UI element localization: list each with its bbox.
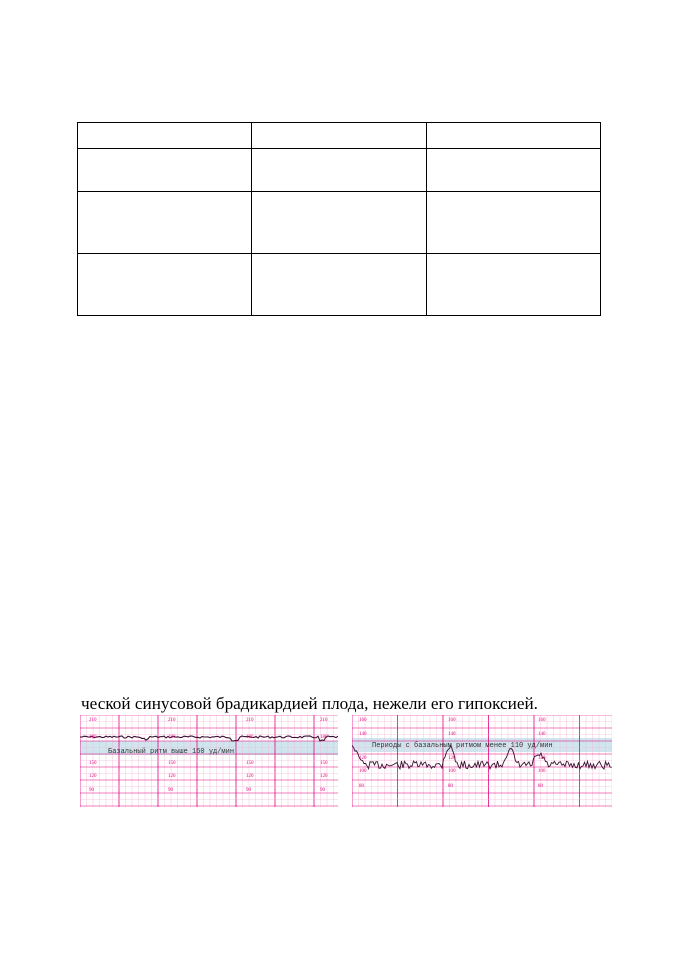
table-row — [78, 254, 601, 316]
scale-label: 210 — [246, 718, 254, 723]
table-cell — [426, 149, 600, 192]
ctg-left-svg — [80, 715, 338, 807]
scale-label: 120 — [168, 774, 176, 779]
scale-label: 100 — [359, 769, 367, 774]
table-row — [78, 123, 601, 149]
scale-label: 180 — [168, 735, 176, 740]
ctg-right-svg — [352, 715, 612, 807]
table-cell — [78, 192, 252, 254]
scale-label: 90 — [168, 788, 173, 793]
scale-label: 210 — [89, 718, 97, 723]
table-cell — [426, 123, 600, 149]
scale-label: 180 — [246, 735, 254, 740]
scale-label: 120 — [359, 756, 367, 761]
scale-label: 100 — [538, 769, 546, 774]
table-cell — [426, 254, 600, 316]
table-cell — [252, 123, 426, 149]
scale-label: 80 — [359, 784, 364, 789]
table-cell — [78, 254, 252, 316]
scale-label: 100 — [448, 769, 456, 774]
scale-label: 90 — [89, 788, 94, 793]
scale-label: 160 — [359, 718, 367, 723]
scale-label: 180 — [320, 735, 328, 740]
scale-label: 140 — [448, 732, 456, 737]
scale-label: 210 — [168, 718, 176, 723]
scale-label: 180 — [89, 735, 97, 740]
ctg-strip-high-baseline — [80, 715, 338, 807]
table-cell — [252, 192, 426, 254]
scale-label: 140 — [359, 732, 367, 737]
scale-label: 80 — [448, 784, 453, 789]
scale-label: 90 — [320, 788, 325, 793]
scale-label: 150 — [246, 761, 254, 766]
scale-label: 120 — [89, 774, 97, 779]
ctg-caption: Базальный ритм выше 160 уд/мин — [108, 748, 235, 756]
scale-label: 120 — [246, 774, 254, 779]
scale-label: 140 — [538, 732, 546, 737]
table-row — [78, 192, 601, 254]
table-row — [78, 149, 601, 192]
scale-label: 80 — [538, 784, 543, 789]
empty-table — [77, 122, 601, 316]
table-cell — [78, 149, 252, 192]
body-sentence: ческой синусовой брадикардией плода, нежели его гипоксией. — [81, 694, 538, 713]
ctg-strip-low-baseline — [352, 715, 612, 807]
scale-label: 90 — [246, 788, 251, 793]
scale-label: 160 — [538, 718, 546, 723]
table-cell — [252, 149, 426, 192]
ctg-caption: Периоды с базальным ритмом менее 110 уд/мин — [372, 742, 553, 750]
scale-label: 120 — [320, 774, 328, 779]
scale-label: 150 — [320, 761, 328, 766]
scale-label: 210 — [320, 718, 328, 723]
table-cell — [426, 192, 600, 254]
table-cell — [78, 123, 252, 149]
scale-label: 120 — [538, 756, 546, 761]
scale-label: 150 — [168, 761, 176, 766]
scale-label: 160 — [448, 718, 456, 723]
scale-label: 120 — [448, 756, 456, 761]
table-cell — [252, 254, 426, 316]
scale-label: 150 — [89, 761, 97, 766]
